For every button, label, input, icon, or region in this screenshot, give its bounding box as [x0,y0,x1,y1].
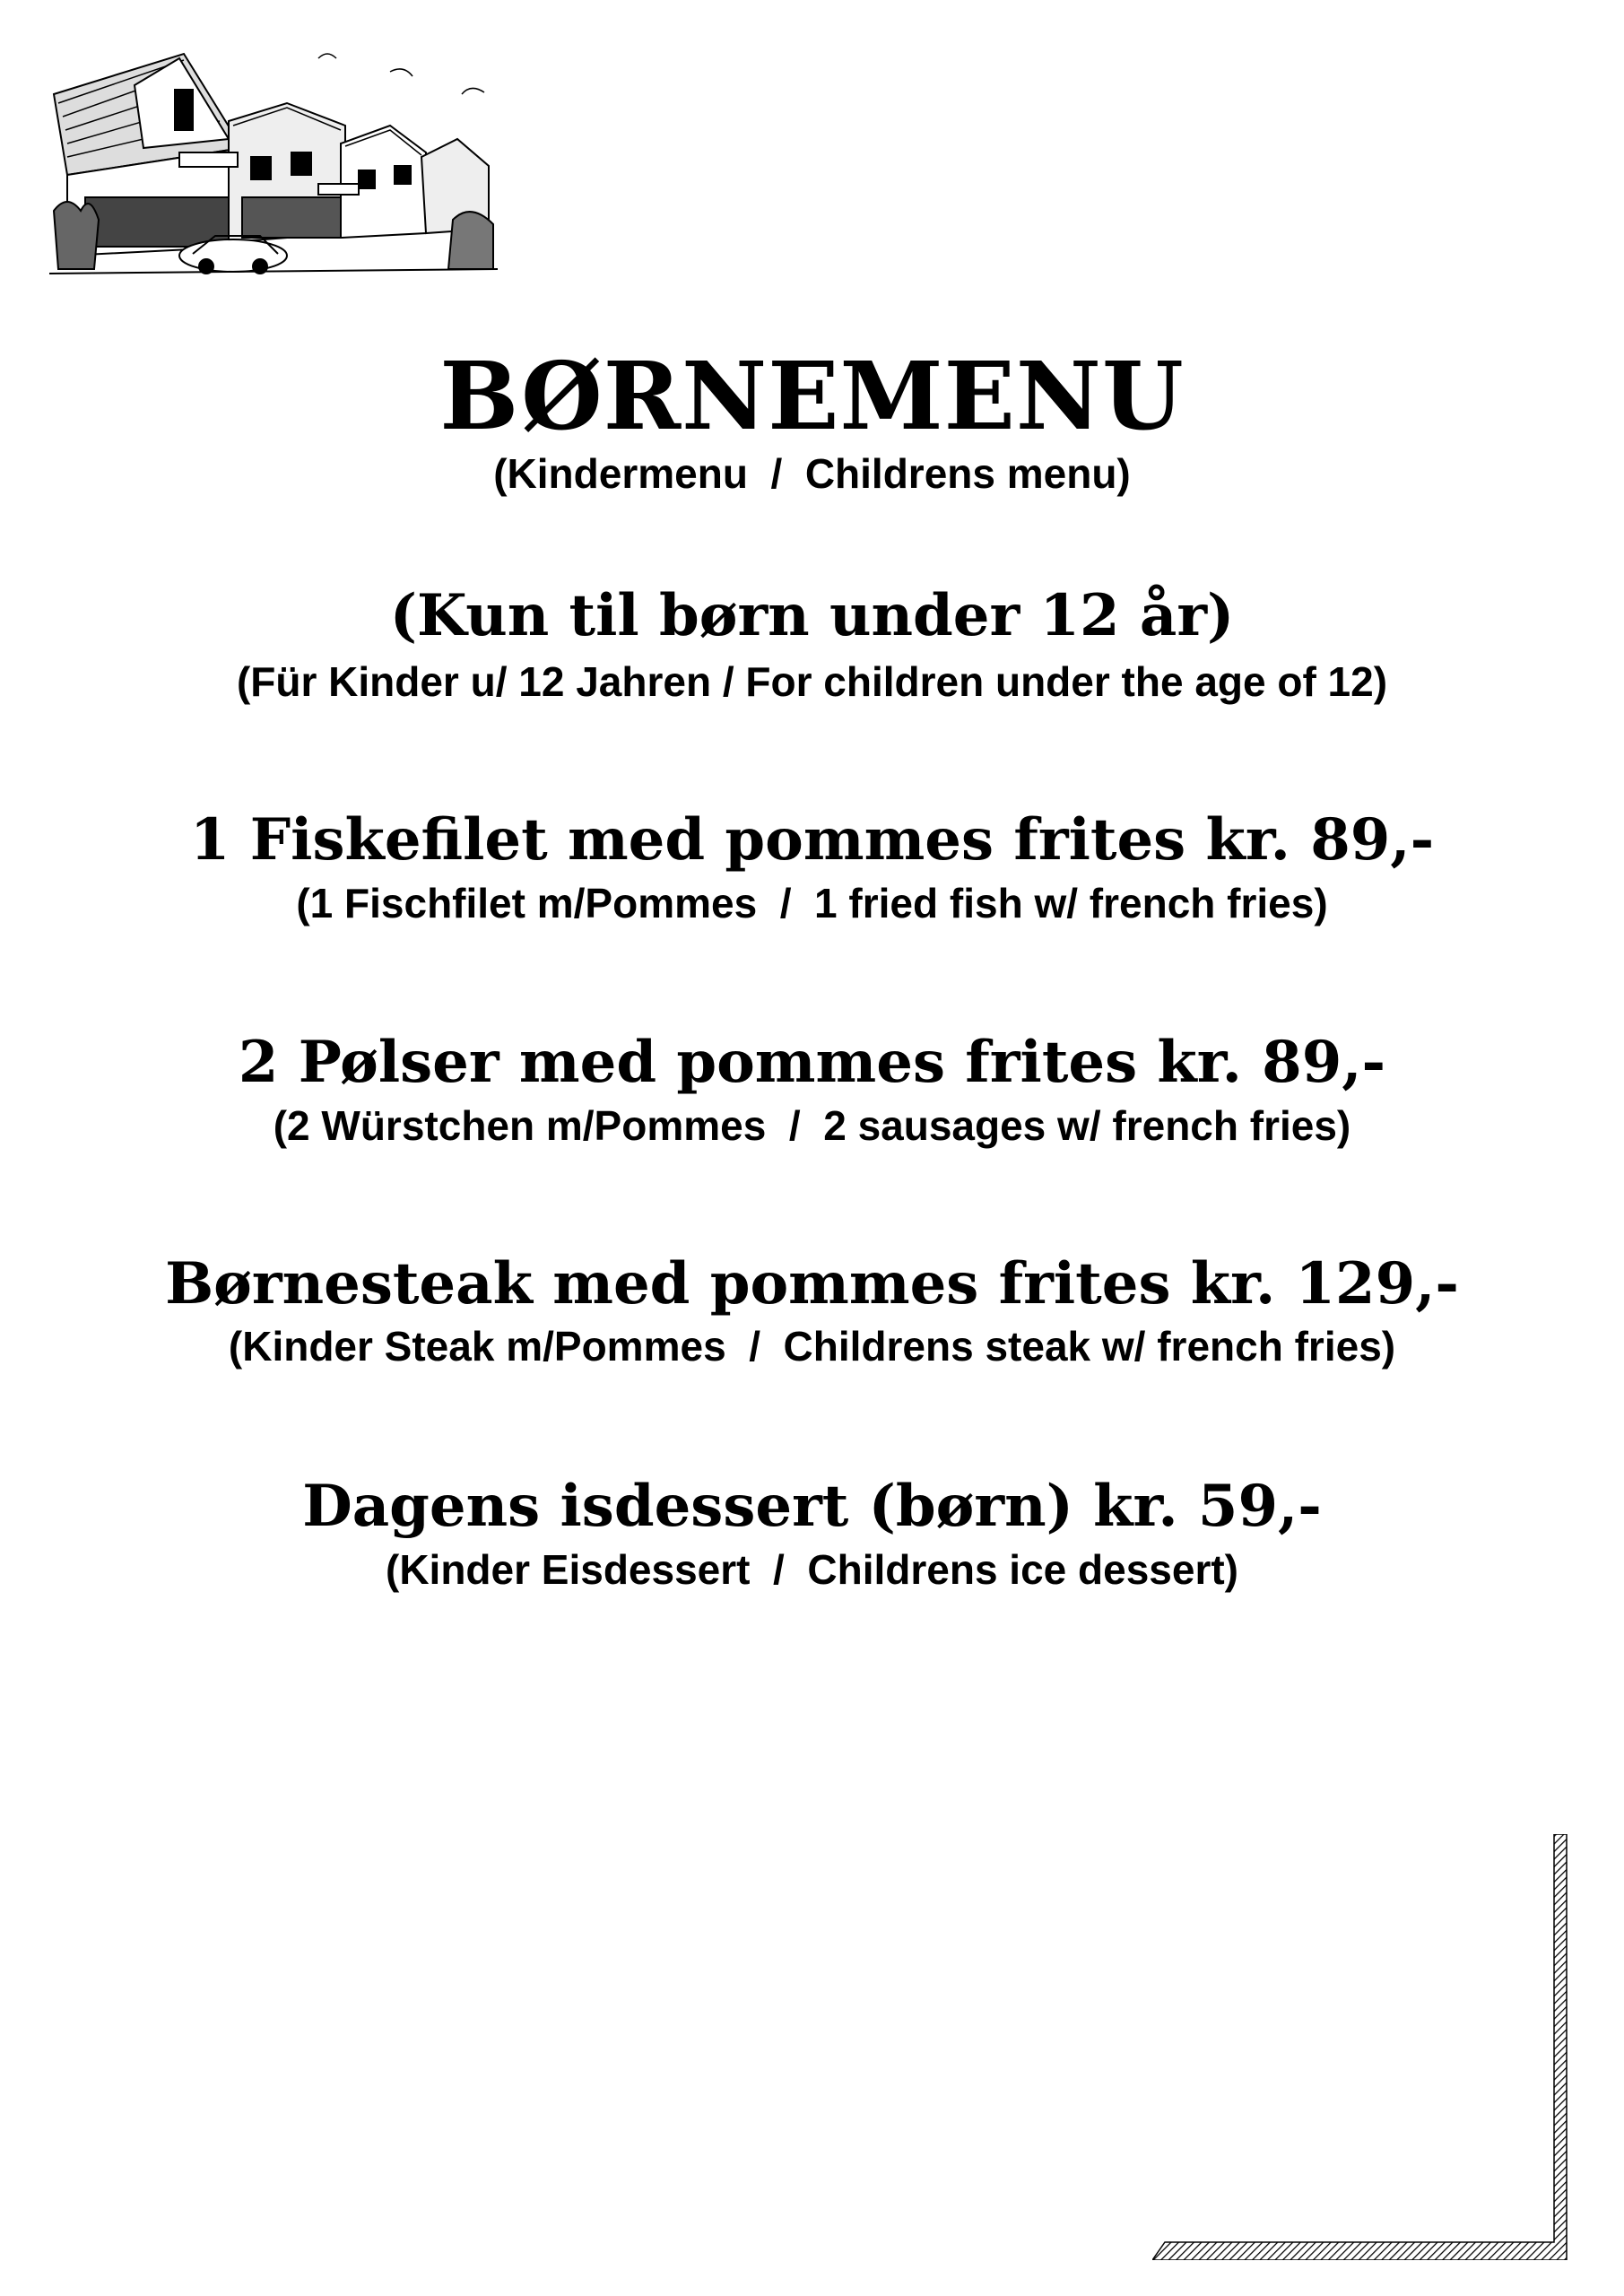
age-restriction-heading: (Kun til børn under 12 år) [389,582,1235,649]
menu-item-translation: (Kinder Eisdessert / Childrens ice dessert) [386,1546,1238,1593]
menu-item-title: Dagens isdessert (børn) kr. 59,- [302,1473,1322,1540]
menu-item-translation: (Kinder Steak m/Pommes / Childrens steak w/ french fries) [228,1323,1396,1370]
menu-title: BØRNEMENU [439,341,1185,451]
inn-building-sketch-icon [49,40,498,278]
hatched-corner-ornament-icon [1152,1834,1574,2260]
menu-item-title: 2 Pølser med pommes frites kr. 89,- [238,1029,1386,1096]
menu-item-title: Børnesteak med pommes frites kr. 129,- [165,1250,1459,1318]
menu-item-translation: (2 Würstchen m/Pommes / 2 sausages w/ french fries) [273,1102,1351,1149]
menu-item-title: 1 Fiskefilet med pommes frites kr. 89,- [189,806,1435,874]
menu-subtitle: (Kindermenu / Childrens menu) [493,450,1131,497]
menu-item-translation: (1 Fischfilet m/Pommes / 1 fried fish w/ french fries) [296,880,1328,926]
age-restriction-translation: (Für Kinder u/ 12 Jahren / For children under the age of 12) [236,658,1388,705]
